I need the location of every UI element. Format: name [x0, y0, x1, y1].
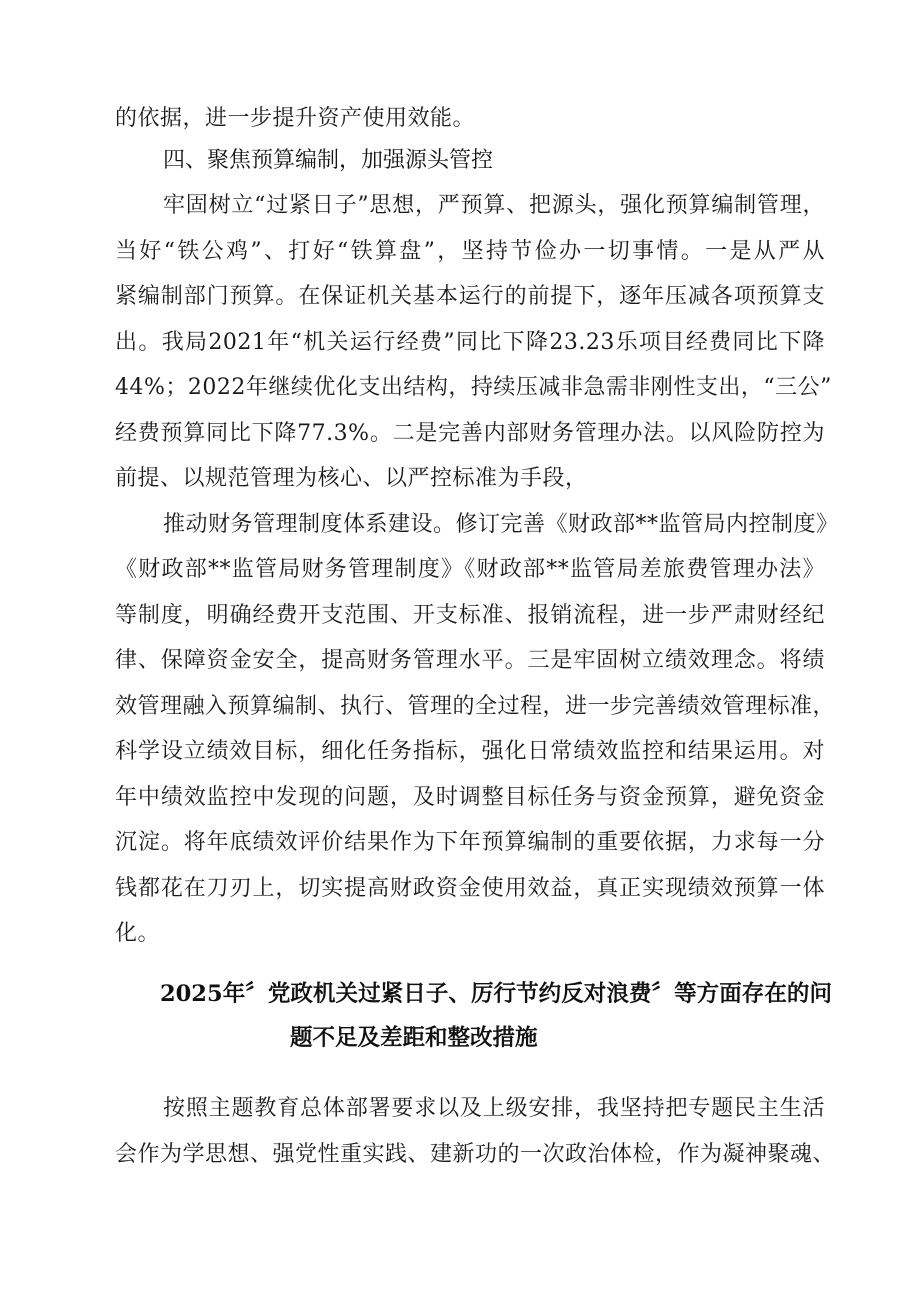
paragraph-line: 按照主题教育总体部署要求以及上级安排，我坚持把专题民主生活	[163, 1096, 825, 1121]
paragraph-line: 等制度，明确经费开支范围、开支标准、报销流程，进一步严肃财经纪	[115, 603, 825, 628]
paragraph-line: 推动财务管理制度体系建设。修订完善《财政部**监管局内控制度》	[163, 512, 839, 537]
document-title-line-1: 2025年〞党政机关过紧日子、厉行节约反对浪费〞等方面存在的问	[160, 981, 832, 1007]
paragraph-line: 紧编制部门预算。在保证机关基本运行的前提下，逐年压减各项预算支	[115, 284, 825, 309]
paragraph-line: 会作为学思想、强党性重实践、建新功的一次政治体检，作为凝神聚魂、	[115, 1142, 836, 1167]
paragraph-line: 钱都花在刀刃上，切实提高财政资金使用效益，真正实现绩效预算一体	[115, 876, 825, 901]
paragraph-line: 44%；2022年继续优化支出结构，持续压减非急需非刚性支出，“三公”	[115, 375, 832, 400]
paragraph-line: 沉淀。将年底绩效评价结果作为下年预算编制的重要依据，力求每一分	[115, 830, 825, 855]
section-heading: 四、聚焦预算编制，加强源头管控	[163, 148, 494, 173]
paragraph-line: 牢固树立“过紧日子”思想，严预算、把源头，强化预算编制管理，	[163, 193, 825, 218]
paragraph-line: 效管理融入预算编制、执行、管理的全过程，进一步完善绩效管理标准，	[115, 694, 836, 719]
paragraph-line: 当好“铁公鸡”、打好“铁算盘”，坚持节俭办一切事情。一是从严从	[115, 239, 825, 264]
paragraph-line: 前提、以规范管理为核心、以严控标准为手段，	[115, 466, 588, 491]
paragraph-line: 律、保障资金安全，提高财务管理水平。三是牢固树立绩效理念。将绩	[115, 648, 825, 673]
paragraph-line: 的依据，进一步提升资产使用效能。	[115, 106, 476, 131]
paragraph-line: 《财政部**监管局财务管理制度》《财政部**监管局差旅费管理办法》	[115, 557, 825, 582]
paragraph-line: 出。我局2021年“机关运行经费”同比下降23.23乐项目经费同比下降	[115, 330, 825, 355]
paragraph-line: 年中绩效监控中发现的问题，及时调整目标任务与资金预算，避免资金	[115, 785, 825, 810]
paragraph-line: 经费预算同比下降77.3%。二是完善内部财务管理办法。以风险防控为	[115, 421, 825, 446]
paragraph-line: 科学设立绩效目标，细化任务指标，强化日常绩效监控和结果运用。对	[115, 739, 825, 764]
document-title-line-2: 题不足及差距和整改措施	[290, 1025, 538, 1051]
paragraph-line: 化。	[115, 921, 161, 946]
